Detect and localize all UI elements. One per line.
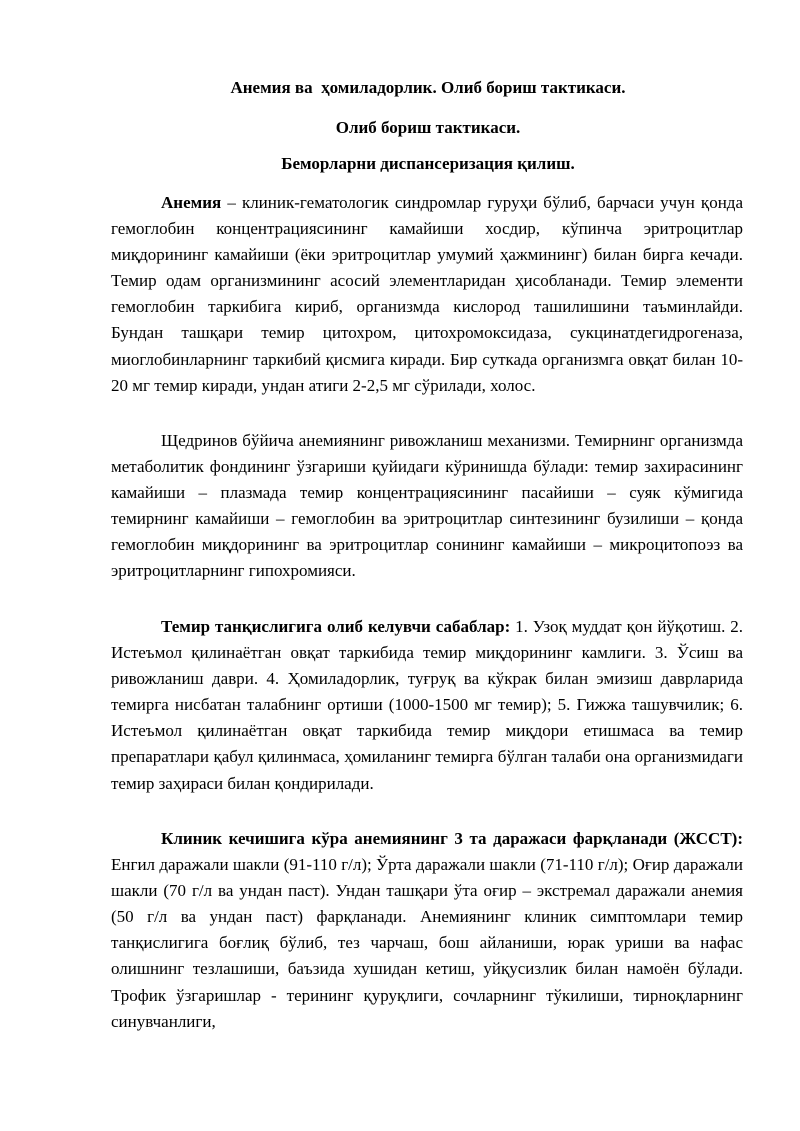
paragraph-lead: Анемия bbox=[161, 193, 222, 212]
paragraph-text: Енгил даражали шакли (91-110 г/л); Ўрта даражали шакли (71-110 г/л); Оғир даражали шакли (70 г/л ва ундан паст). Ундан ташқари ўта оғир – экстремал даражали анемия (50 г/л ва ундан паст) фарқланади. Анемиянинг клиник симптомлари темир танқислигига боғлиқ бўлиб, тез чарчаш, бош айланиши, юрак уриши ва нафас олишнинг тезлашиши, баъзида хушидан кетиш, уйқусизлик билан намоён бўлади. Трофик ўзгаришлар - терининг қуруқлиги, сочларнинг тўкилиши, тирноқларнинг синувчанлиги, bbox=[111, 855, 743, 1031]
paragraph-causes bbox=[111, 614, 743, 797]
paragraph-severity bbox=[111, 826, 743, 1035]
paragraph-text: – клиник-гематологик синдромлар гуруҳи бўлиб, барчаси учун қонда гемоглобин концентрациясининг камайиши хосдир, кўпинча эритроцитлар миқдорининг камайиши (ёки эритроцитлар умумий ҳажмининг) билан бирга кечади. Темир одам организмининг асосий элементларидан ҳисобланади. Темир элементи гемоглобин таркибига кириб, организмда кислород ташилишини таъминлайди. Бундан ташқари темир цитохром, цитохромоксидаза, сукцинатдегидрогеназа, миоглобинларнинг таркибий қисмига киради. Бир суткада организмга овқат билан 10-20 мг темир киради, ундан атиги 2-2,5 мг сўрилади, холос. bbox=[111, 193, 743, 395]
paragraph-text: 1. Узоқ муддат қон йўқотиш. 2. Истеъмол қилинаётган овқат таркибида темир миқдорининг камлиги. 3. Ўсиш ва ривожланиш даври. 4. Ҳомиладорлик, туғруқ ва кўкрак билан эмизиш даврларида темирга нисбатан талабнинг ортиши (1000-1500 мг темир); 5. Гижжа ташувчилик; 6. Истеъмол қилинаётган овқат таркибида темир миқдори етишмаса ва темир препаратлари қабул қилинмаса, ҳомиланинг темирга бўлган талаби она организмидаги темир заҳираси билан қондирилади. bbox=[111, 617, 743, 793]
document-title: Анемия ва ҳомиладорлик. Олиб бориш тактикаси. bbox=[230, 78, 626, 97]
paragraph-lead: Клиник кечишига кўра анемиянинг 3 та даражаси фарқланади (ЖССТ): bbox=[161, 829, 743, 848]
document-section-title: Беморларни диспансеризация қилиш. bbox=[281, 154, 575, 173]
paragraph-mechanism bbox=[111, 428, 743, 585]
paragraph-text: Щедринов бўйича анемиянинг ривожланиш механизми. Темирнинг организмда метаболитик фондининг ўзгариши қуйидаги кўринишда бўлади: темир захирасининг камайиши – плазмада темир концентрациясининг пасайиши – суяк кўмигида темирнинг камайиши – гемоглобин ва эритроцитлар синтезининг бузилиши – қонда гемоглобин миқдорининг ва эритроцитлар сонининг камайиши – микроцитопоэз ва эритроцитларнинг гипохромияси. bbox=[111, 431, 743, 581]
document-subtitle: Олиб бориш тактикаси. bbox=[335, 118, 521, 137]
paragraph-anemia-definition bbox=[111, 190, 743, 399]
paragraph-lead: Темир танқислигига олиб келувчи сабаблар: bbox=[161, 617, 511, 636]
